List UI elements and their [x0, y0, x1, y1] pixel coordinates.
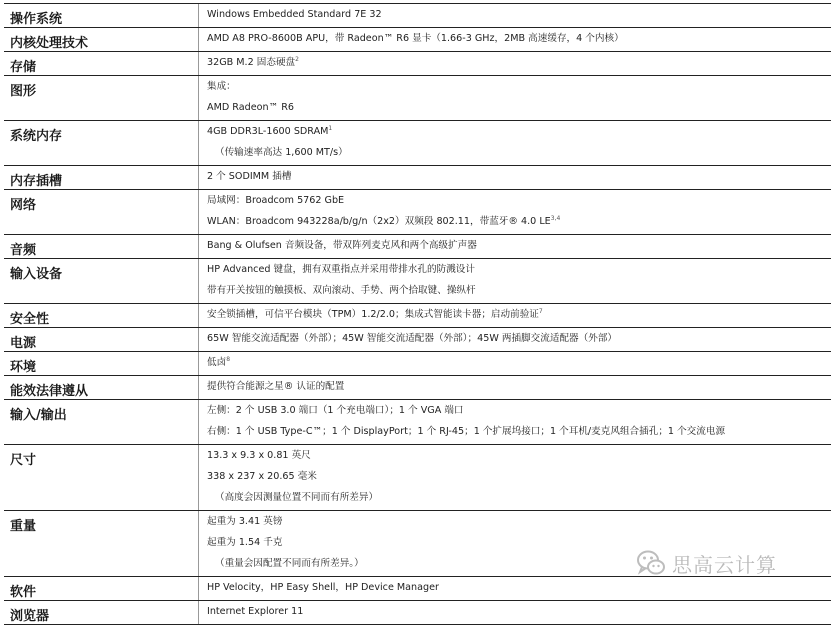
- spec-value: [198, 28, 831, 51]
- footnote-marker: 3,4: [550, 214, 561, 222]
- spec-label: 安全性: [10, 312, 50, 327]
- spec-row: [4, 445, 831, 511]
- spec-value-text: 65W 智能交流适配器（外部）；45W 智能交流适配器（外部）；45W 两插脚交流适配器（外部）: [207, 333, 618, 344]
- spec-value-line: [207, 424, 831, 439]
- spec-row: [4, 577, 831, 601]
- spec-value: [198, 4, 831, 27]
- spec-value-text: 32GB M.2 固态硬盘: [207, 57, 296, 68]
- spec-value: [198, 52, 831, 75]
- spec-value-text: 左侧：2 个 USB 3.0 端口（1 个充电端口）；1 个 VGA 端口: [207, 405, 464, 416]
- spec-row: [4, 328, 831, 352]
- spec-value-text: 13.3 x 9.3 x 0.81 英尺: [207, 450, 311, 461]
- spec-value: [198, 259, 831, 303]
- spec-row: [4, 190, 831, 235]
- spec-row: [4, 304, 831, 328]
- spec-value-line: [207, 604, 831, 619]
- spec-label: 环境: [10, 360, 37, 375]
- spec-value-line: [207, 331, 831, 346]
- spec-row: [4, 4, 831, 28]
- spec-label: 音频: [10, 243, 37, 258]
- spec-row: [4, 352, 831, 376]
- spec-label: 存储: [10, 60, 37, 75]
- spec-label: 内存插槽: [10, 174, 63, 189]
- spec-value-text: （重量会因配置不同而有所差异。）: [215, 558, 364, 569]
- spec-value-text: WLAN：Broadcom 943228a/b/g/n（2x2）双频段 802.11，带蓝牙® 4.0 LE: [207, 216, 551, 227]
- footnote-marker: 1: [328, 124, 333, 132]
- spec-value-line: [207, 100, 831, 115]
- spec-value-text: 338 x 237 x 20.65 毫米: [207, 471, 317, 482]
- spec-value-line: [207, 307, 831, 322]
- spec-value-line: [207, 55, 831, 70]
- spec-value-text: 右侧：1 个 USB Type-C™；1 个 DisplayPort；1 个 RJ-45；1 个扩展坞接口；1 个耳机/麦克风组合插孔；1 个交流电源: [207, 426, 726, 437]
- spec-row: [4, 376, 831, 400]
- spec-value-line: [207, 355, 831, 370]
- spec-label: 操作系统: [10, 12, 63, 27]
- spec-value-text: 起重为 1.54 千克: [207, 537, 283, 548]
- spec-value: [198, 76, 831, 120]
- spec-value-text: 低卤: [207, 357, 227, 368]
- footnote-marker: 2: [295, 55, 299, 63]
- spec-value-text: 起重为 3.41 英镑: [207, 516, 283, 527]
- spec-label: 网络: [10, 198, 37, 213]
- spec-label: 输入/输出: [10, 408, 67, 423]
- spec-value-line: [207, 7, 831, 22]
- spec-label: 软件: [10, 585, 37, 600]
- spec-row: [4, 76, 831, 121]
- spec-label: 内核处理技术: [10, 36, 89, 51]
- watermark-text: 思高云计算: [672, 552, 777, 577]
- spec-value: [198, 166, 831, 189]
- spec-label: 系统内存: [10, 129, 63, 144]
- spec-value-line: [207, 238, 831, 253]
- spec-value-text: AMD Radeon™ R6: [207, 102, 294, 113]
- spec-label: 输入设备: [10, 267, 63, 282]
- spec-value-line: [207, 214, 831, 229]
- spec-value: [198, 121, 831, 165]
- spec-label: 能效法律遵从: [10, 384, 89, 399]
- spec-value: [198, 235, 831, 258]
- spec-value-text: 局域网：Broadcom 5762 GbE: [207, 195, 345, 206]
- spec-value-line: [207, 403, 831, 424]
- spec-value-line: [207, 193, 831, 214]
- spec-value: [198, 376, 831, 399]
- spec-value-text: HP Advanced 键盘，拥有双重指点并采用带排水孔的防溅设计: [207, 264, 475, 275]
- spec-value-line: [207, 379, 831, 394]
- spec-value-line: [207, 580, 831, 595]
- wechat-icon: [636, 549, 666, 577]
- footnote-marker: 7: [538, 307, 543, 315]
- spec-row: [4, 259, 831, 304]
- spec-value: [198, 328, 831, 351]
- spec-value-line: [207, 514, 831, 535]
- spec-value-line: [207, 490, 831, 505]
- spec-label: 重量: [10, 519, 37, 534]
- spec-value-text: 提供符合能源之星® 认证的配置: [207, 381, 345, 392]
- spec-value: [198, 400, 831, 444]
- spec-value-text: Internet Explorer 11: [207, 606, 304, 617]
- spec-value-text: AMD A8 PRO-8600B APU，带 Radeon™ R6 显卡（1.66-3 GHz，2MB 高速缓存，4 个内核）: [207, 33, 624, 44]
- spec-label: 图形: [10, 84, 37, 99]
- spec-label: 电源: [10, 336, 37, 351]
- spec-value-line: [207, 31, 831, 46]
- spec-value-text: HP Velocity，HP Easy Shell，HP Device Manager: [207, 582, 439, 593]
- spec-value-text: （传输速率高达 1,600 MT/s）: [215, 147, 348, 158]
- spec-row: [4, 400, 831, 445]
- spec-value-line: [207, 283, 831, 298]
- spec-value-text: Windows Embedded Standard 7E 32: [207, 9, 382, 20]
- spec-value: [198, 352, 831, 375]
- spec-table: [4, 3, 831, 625]
- spec-value: [198, 190, 831, 234]
- watermark: [636, 548, 777, 578]
- spec-value-text: 带有开关按钮的触摸板、双向滚动、手势、两个拾取键、操纵杆: [207, 285, 476, 296]
- spec-value-line: [207, 448, 831, 469]
- spec-label: 尺寸: [10, 453, 37, 468]
- spec-value-line: [207, 169, 831, 184]
- spec-value: [198, 304, 831, 327]
- spec-value-line: [207, 469, 831, 490]
- spec-value-text: 集成：: [207, 81, 236, 92]
- spec-row: [4, 121, 831, 166]
- spec-label: 浏览器: [10, 609, 50, 624]
- spec-value: [198, 577, 831, 600]
- spec-value-line: [207, 145, 831, 160]
- spec-value: [198, 601, 831, 624]
- spec-value-line: [207, 262, 831, 283]
- spec-value-line: [207, 79, 831, 100]
- spec-value-text: 4GB DDR3L-1600 SDRAM: [207, 126, 329, 137]
- footnote-marker: 8: [226, 355, 231, 363]
- spec-value-text: Bang & Olufsen 音频设备，带双阵列麦克风和两个高级扩声器: [207, 240, 477, 251]
- spec-value-text: （高度会因测量位置不同而有所差异）: [215, 492, 379, 503]
- spec-row: [4, 235, 831, 259]
- spec-value: [198, 445, 831, 510]
- spec-value-text: 2 个 SODIMM 插槽: [207, 171, 292, 182]
- spec-row: [4, 52, 831, 76]
- spec-value-text: 安全锁插槽，可信平台模块（TPM）1.2/2.0；集成式智能读卡器；启动前验证: [207, 309, 539, 320]
- spec-row: [4, 166, 831, 190]
- spec-value-line: [207, 124, 831, 145]
- spec-row: [4, 28, 831, 52]
